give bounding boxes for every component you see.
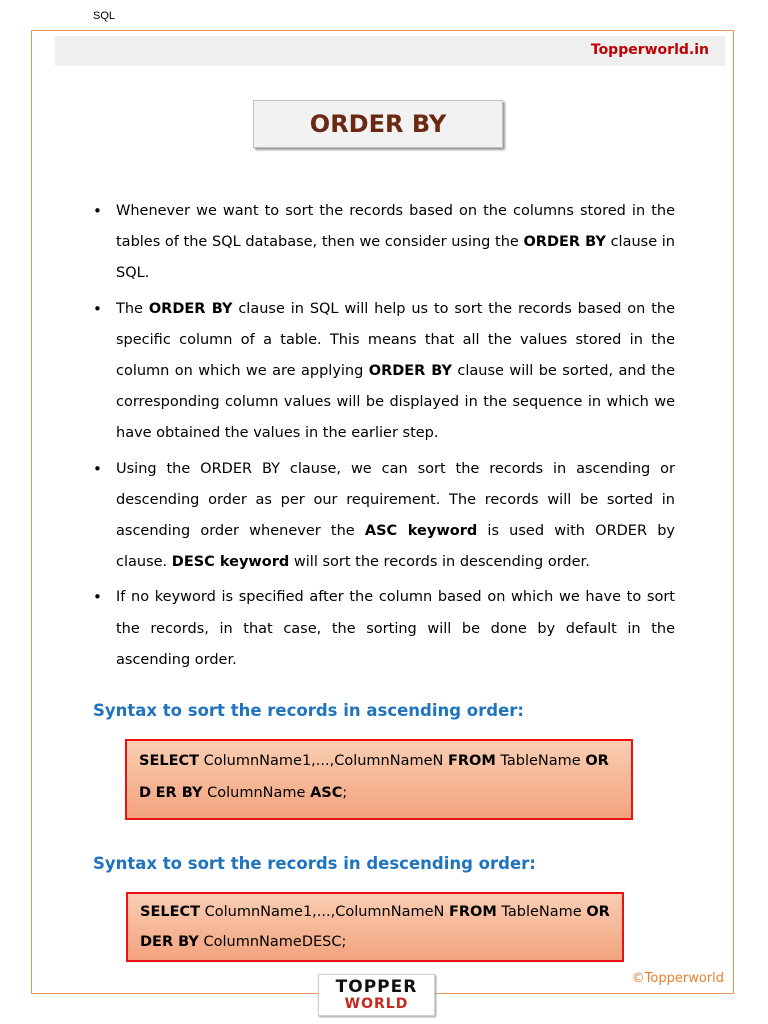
bold-keyword: DESC keyword	[171, 554, 290, 571]
bold-keyword: ORDER BY	[148, 300, 233, 317]
bold-keyword: ER BY	[155, 784, 203, 801]
page-title: ORDER BY	[309, 110, 447, 138]
code-box-asc: SELECT ColumnName1,...,ColumnNameN FROM TableName ORD ER BY ColumnName ASC;	[125, 739, 633, 820]
syntax-heading-asc: Syntax to sort the records in ascending order:	[93, 701, 525, 720]
bold-keyword: SELECT	[140, 904, 201, 920]
bold-keyword: ASC keyword	[364, 523, 478, 540]
bold-keyword: FROM	[447, 753, 496, 769]
logo-line-2: WORLD	[344, 996, 409, 1012]
bold-keyword: OR	[586, 904, 610, 920]
bullet-item: • The ORDER BY clause in SQL will help us to sort the records based on the specific column of a table. This means that all the values stored in the column on which we are applying ORDER BY clause will be sorted, and the corresponding column values will be displayed in the sequence in which we have obtained the values in the earlier step.	[93, 294, 675, 450]
topperworld-logo	[318, 974, 435, 1016]
syntax-heading-desc: Syntax to sort the records in descending order:	[93, 854, 536, 873]
document-header-label: SQL	[93, 10, 116, 22]
bold-keyword: ORD	[139, 753, 609, 801]
bold-keyword: ORDER BY	[368, 363, 452, 380]
bullet-list	[93, 196, 675, 680]
bold-keyword: FROM	[448, 904, 497, 920]
logo-line-1: TOPPER	[335, 977, 418, 997]
title-box	[253, 100, 503, 148]
top-banner	[55, 36, 725, 66]
bold-keyword: SELECT	[139, 753, 200, 769]
copyright-text: ©Topperworld	[631, 971, 724, 986]
bold-keyword: ASC	[310, 784, 343, 801]
bold-keyword: ORDER BY	[523, 234, 606, 251]
bullet-item: • Whenever we want to sort the records based on the columns stored in the tables of the SQL database, then we consider using the ORDER BY clause in SQL.	[93, 196, 675, 290]
bold-keyword: DER BY	[140, 934, 199, 950]
code-box-desc: SELECT ColumnName1,...,ColumnNameN FROM TableName OR DER BY ColumnNameDESC;	[126, 892, 624, 962]
bullet-item: • Using the ORDER BY clause, we can sort the records in ascending or descending order as per our requirement. The records will be sorted in ascending order whenever the ASC keyword is used with ORDER by clause. DESC keyword will sort the records in descending order.	[93, 454, 675, 579]
site-name: Topperworld.in	[590, 42, 709, 58]
bullet-item: • If no keyword is specified after the column based on which we have to sort the records, in that case, the sorting will be done by default in the ascending order.	[93, 582, 675, 676]
